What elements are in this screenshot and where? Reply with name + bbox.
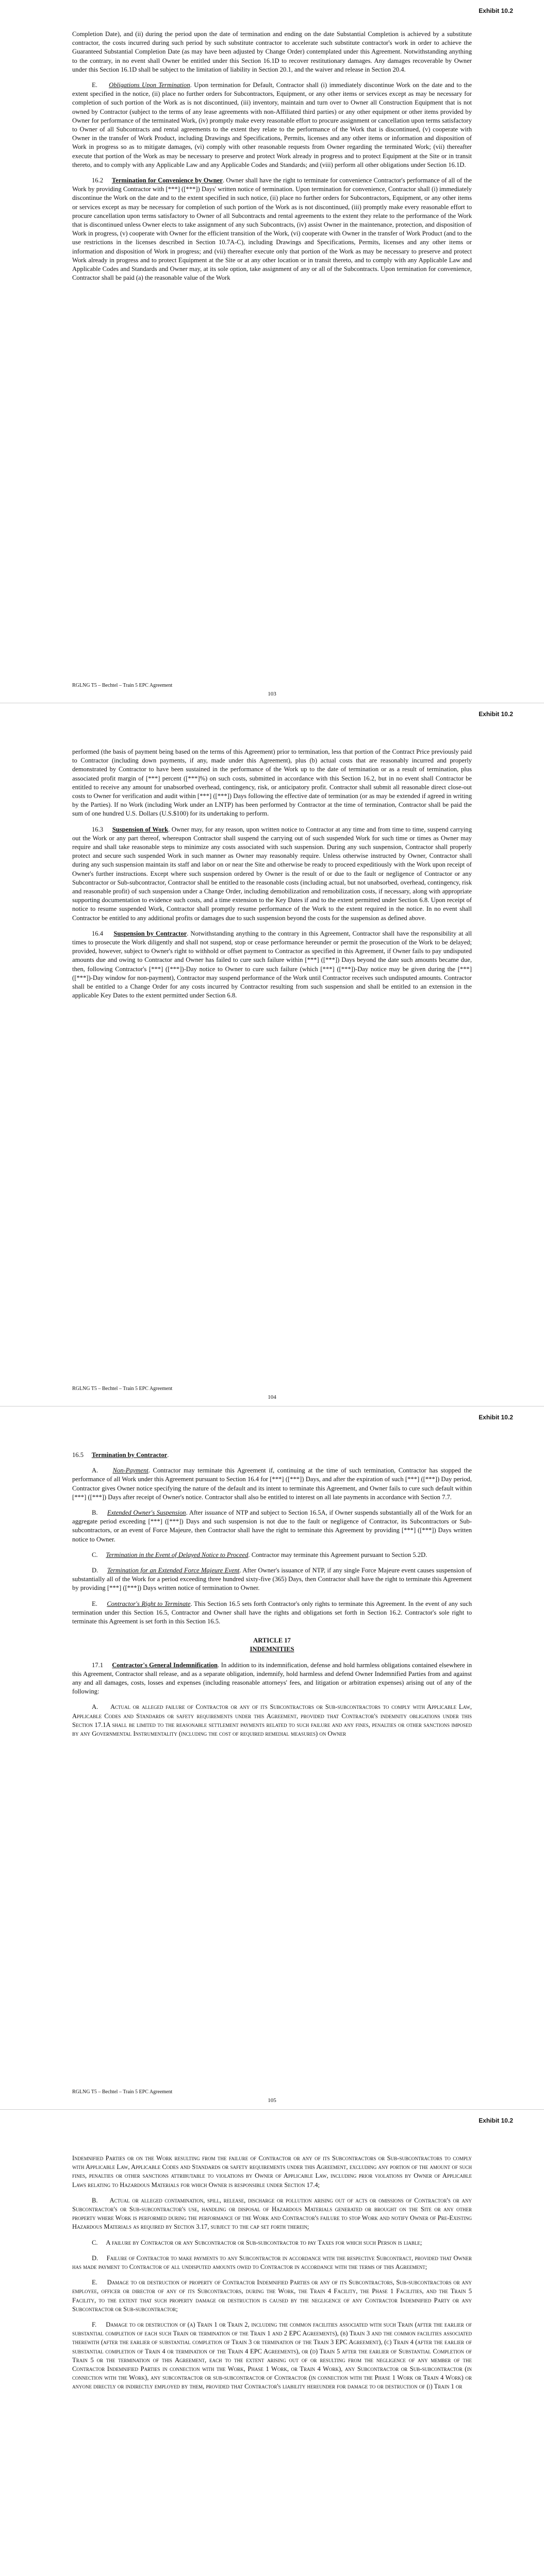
article-heading [72, 1636, 472, 1654]
page-body [72, 2154, 472, 2398]
section-text: Contractor may terminate this Agreement pursuant to Section 5.2D. [251, 1551, 427, 1558]
section-16-5-b: B. Extended Owner's Suspension. After issuance of NTP and subject to Section 16.5A, if Owner suspends substantially all of the Work for an aggregate period exceeding [***] ([***]) Days and such suspension is not due to the fault or negligence of Contractor, its Subcontractors or Sub-subcontractors, or an event of Force Majeure, then Contractor shall have the right to terminate this Agreement by providing [***] ([***]) Days written notice to Owner. [72, 1509, 472, 1543]
exhibit-label: Exhibit 10.2 [479, 710, 513, 718]
section-text: This Section 16.5 sets forth Contractor's only rights to terminate this Agreement. In the event of any such termination under this Section 16.5, Contractor and Owner shall have the rights and obligations set forth in Section 16.2. Contractor's sole right to terminate this Agreement is set forth in this Section 16.5. [72, 1600, 472, 1625]
section-label: B. [92, 2196, 98, 2204]
section-17-1-c [72, 2239, 472, 2247]
exhibit-label: Exhibit 10.2 [479, 2117, 513, 2124]
section-text: Failure of Contractor to make payments to any Subcontractor in accordance with the respective Subcontract, provided that Owner has made payment to Contractor of all undisputed amounts owed to Contractor in accordance with the terms of this Agreement; [72, 2254, 472, 2271]
page-103 [0, 0, 544, 703]
section-title: Contractor's General Indemnification [112, 1661, 218, 1669]
exhibit-label: Exhibit 10.2 [479, 1414, 513, 1421]
page-number: 105 [268, 2097, 276, 2104]
paragraph: Indemnified Parties or on the Work resulting from the failure of Contractor or any of its Subcontractors or Sub-subcontractors to comply with Applicable Law, Applicable Codes and Standards or safety requirements under this Agreement, excluding any portion of the amount of such fines, penalties or other sanctions attributable to violations by Owner of Applicable Law, including prior violations by Owner of Applicable Laws relating to Hazardous Materials for which Owner is responsible under Section 17.4; [72, 2155, 472, 2189]
section-17-1-a [72, 1703, 472, 1738]
section-title: Suspension of Work [112, 825, 169, 833]
section-16-2: 16.2 Termination for Convenience by Owner. Owner shall have the right to terminate for convenience Contractor's performance of all of the Work by providing Contractor with [***] ([***]) Days' written notice of termination. Upon termination for convenience, Contractor shall (i) immediately discontinue the Work on the date and to the extent specified in such notice, (ii) place no further orders for Subcontractors, Equipment, or any other items or services except as may be necessary for completion of such portion of the Work as is not discontinued, (iii) promptly make every reasonable effort to procure cancellation upon terms satisfactory to Owner of all Subcontracts and rental agreements to the extent they relate to the performance of the Work that is discontinued unless Owner elects to take assignment of any such Subcontracts, (iv) assist Owner in the maintenance, protection, and disposition of Work in progress, (v) cooperate with Owner for the efficient transition of the Work, (vi) cooperate with Owner in the transfer of Work Product (and to the use restrictions in the licenses described in Section 10.7A-C), including Drawings and Specifications, Permits, licenses and any other items or information and disposition of Work in progress; and (vii) thereafter execute only that portion of the Work as may be necessary to preserve and protect Work already in progress and to protect Equipment at the Site or at any other location or in transit thereto, and to comply with any Applicable Law and Applicable Codes and Standards and Owner may, at its sole option, take assignment of any or all of the Subcontracts. Upon termination for convenience, Contractor shall be paid (a) the reasonable value of the Work [72, 177, 472, 282]
section-label: 17.1 [92, 1661, 104, 1669]
section-title: Suspension by Contractor [113, 929, 187, 937]
section-17-1-e [72, 2278, 472, 2314]
section-label: D. [92, 1567, 98, 1574]
section-text: After Owner's issuance of NTP, if any single Force Majeure event causes suspension of substantially all of the Work for a period exceeding three hundred sixty-five (365) Days, then Contractor shall have the right to terminate this Agreement by providing [***] ([***]) Days written notice of termination to Owner. [72, 1567, 472, 1592]
page-body [72, 30, 472, 289]
section-label: E. [92, 81, 97, 89]
section-text: Notwithstanding anything to the contrary in this Agreement, Contractor shall have the responsibility at all times to prosecute the Work diligently and shall not suspend, stop or cease performance hereunder or permit the prosecution of the Work to be delayed; provided, however, subject to Owner's right to withhold or offset payment to Contractor as specified in this Agreement, if Owner fails to pay undisputed amounts due and owing to Contractor and Owner has failed to cure such failure within [***] ([***]) Days beyond the date such amounts became due, then, following Contractor's [***] ([***])-Day notice to Owner to cure such failure (which [***] ([***])-Day notice may be given during the [***] ([***])-Day window for non-payment), Contractor may suspend performance of the Work until Contractor receives such undisputed amounts. Contractor shall be entitled to a Change Order for any costs incurred by Contractor resulting from such suspension and shall be entitled to an extension in the applicable Key Dates to the extent permitted under Section 6.8. [72, 929, 472, 999]
section-17-1-b [72, 2196, 472, 2232]
page-104 [0, 703, 544, 1406]
section-text: Damage to or destruction of (a) Train 1 or Train 2, including the common facilities associated with such Train (after the earlier of substantial completion of each such Train or termination of the Train 1 and 2 EPC Agreements), (b) Train 3 and the common facilities associated therewith (after the earlier of substantial completion of Train 3 or termination of the Train 3 EPC Agreement), (c) Train 4 (after the earlier of substantial completion of Train 4 or termination of the Train 4 EPC Agreements), or (d) Train 5 after the earlier of Substantial Completion of Train 5 or the termination of this Agreement, each to the extent arising out of or resulting from the negligence of any member of the Contractor Indemnified Parties in connection with the Work, Phase 1 Work, or Train 4 Work), any Subcontractor or Sub-subcontractor (in connection with the Work), any subcontractor or sub-subcontractor of Contractor (in connection with the Phase 1 Work or Train 4 Work) or anyone directly or indirectly employed by them, provided that Contractor's liability hereunder for damage to or destruction of (i) Train 1 or [72, 2321, 472, 2391]
section-16-5-c: C. Termination in the Event of Delayed Notice to Proceed. Contractor may terminate this Agreement pursuant to Section 5.2D. [92, 1551, 427, 1558]
page-number: 103 [268, 691, 276, 697]
footer-doc-title: RGLNG T5 – Bechtel – Train 5 EPC Agreement [72, 683, 173, 688]
section-title: Obligations Upon Termination [109, 81, 190, 89]
section-16-3: 16.3 Suspension of Work. Owner may, for any reason, upon written notice to Contractor at any time and from time to time, suspend carrying out the Work or any part thereof, whereupon Contractor shall suspend the carrying out of such suspended Work for such time or times as Owner may require and shall take reasonable steps to minimize any costs associated with such suspension. During any such suspension, Contractor shall properly protect and secure such suspended Work in such manner as Owner may reasonably require. Unless otherwise instructed by Owner, Contractor shall during any such suspension maintain its staff and labor on or near the Site and otherwise be ready to proceed expeditiously with the Work upon receipt of Owner's further instructions. Except where such suspension ordered by Owner is the result of or due to the fault or negligence of Contractor or any Subcontractor or Sub-subcontractor, Contractor shall be entitled to the reasonable costs (including actual, but not unabsorbed, overhead, contingency, risk and reasonable profit) of such suspension under a Change Order, including demobilization and remobilization costs, if necessary, along with appropriate supporting documentation to evidence such costs, and a time extension to the Key Dates if and to the extent permitted under Section 6.8. Upon receipt of notice to resume suspended Work, Contractor shall promptly resume performance of the Work to the extent required in the notice. In no event shall Contractor be entitled to any additional profits or damages due to such suspension beyond the costs for the suspension as defined above. [72, 825, 472, 922]
page-body [72, 748, 472, 1007]
section-label: A. [92, 1703, 98, 1711]
section-label: E. [92, 1600, 97, 1607]
exhibit-label: Exhibit 10.2 [479, 7, 513, 14]
section-label: A. [92, 1467, 98, 1475]
section-16-5-a: A. Non-Payment. Contractor may terminate this Agreement if, continuing at the time of such termination, Contractor has stopped the performance of all Work under this Agreement pursuant to Section 16.4 for [***] ([***]) Days, and after the expiration of such [***] ([***]) Day period, Contractor gives Owner notice specifying the nature of the default and its intent to terminate this Agreement, and Owner fails to cure such default within [***] ([***]) Days after receipt of Owner's notice. Contractor shall also be entitled to interest on all late payments in accordance with Section 7.7. [72, 1467, 472, 1501]
article-title: INDEMNITIES [250, 1646, 294, 1653]
section-text: Upon termination for Default, Contractor shall (i) immediately discontinue Work on the date and to the extent specified in the notice, (ii) place no further orders for Subcontractors, Equipment, or any other items or services except as may be necessary for completion of such portion of the Work as is not discontinued, (iii) inventory, maintain and turn over to Owner all Construction Equipment that is not owned by Contractor (subject to the terms of any lease agreements with non-Affiliated third parties) or any other equipment or other items provided by Owner for performance of the terminated Work, (iv) promptly make every reasonable effort to procure assignment or cancellation upon terms satisfactory to Owner of all Subcontracts and rental agreements to the extent they relate to the performance of the Work that is discontinued, (v) cooperate with Owner in the transfer of Work Product, including Drawings and Specifications, Permits, licenses and any other items or information and disposition of Work in progress so as to mitigate damages, (vi) comply with other reasonable requests from Owner regarding the terminated Work; (vii) thereafter execute that portion of the Work as may be necessary to preserve and protect Work already in progress and to protect Equipment at the Site or in transit thereto, and to comply with any Applicable Law and any Applicable Codes and Standards; and (viii) perform all other obligations under Section 16.1D. [72, 81, 472, 168]
section-16-1-e: E. Obligations Upon Termination. Upon termination for Default, Contractor shall (i) immediately discontinue Work on the date and to the extent specified in the notice, (ii) place no further orders for Subcontractors, Equipment, or any other items or services except as may be necessary for completion of such portion of the Work as is not discontinued, (iii) inventory, maintain and turn over to Owner all Construction Equipment that is not owned by Contractor (subject to the terms of any lease agreements with non-Affiliated third parties) or any other equipment or other items provided by Owner for performance of the terminated Work, (iv) promptly make every reasonable effort to procure assignment or cancellation upon terms satisfactory to Owner of all Subcontracts and rental agreements to the extent they relate to the performance of the Work that is discontinued, (v) cooperate with Owner in the transfer of Work Product, including Drawings and Specifications, Permits, licenses and any other items or information and disposition of Work in progress so as to mitigate damages, (vi) comply with other reasonable requests from Owner regarding the terminated Work; (vii) thereafter execute that portion of the Work as may be necessary to preserve and protect Work already in progress and to protect Equipment at the Site or in transit thereto, and to comply with any Applicable Law and any Applicable Codes and Standards; and (viii) perform all other obligations under Section 16.1D. [72, 81, 472, 168]
section-title: Termination in the Event of Delayed Notice to Proceed [106, 1551, 249, 1558]
section-16-5-e: E. Contractor's Right to Terminate. This Section 16.5 sets forth Contractor's only rights to terminate this Agreement. In the event of any such termination under this Section 16.5, Contractor and Owner shall have the rights and obligations set forth in Section 16.2. Contractor's sole right to terminate this Agreement is set forth in this Section 16.5. [72, 1600, 472, 1625]
section-17-1-d [72, 2254, 472, 2272]
section-16-5: 16.5 Termination by Contractor. [72, 1451, 169, 1459]
section-text: Contractor may terminate this Agreement if, continuing at the time of such termination, Contractor has stopped the performance of all Work under this Agreement pursuant to Section 16.4 for [***] ([***]) Days, and after the expiration of such [***] ([***]) Day period, Contractor gives Owner notice specifying the nature of the default and its intent to terminate this Agreement, and Owner fails to cure such default within [***] ([***]) Days after receipt of Owner's notice. Contractor shall also be entitled to interest on all late payments in accordance with Section 7.7. [72, 1467, 472, 1501]
section-title: Termination for an Extended Force Majeure Event [107, 1567, 240, 1574]
section-title: Non-Payment [112, 1467, 149, 1475]
section-text: Actual or alleged contamination, spill, release, discharge or pollution arising out of acts or omissions of Contractor's or any Subcontractor's or Sub-subcontractor's use, handling or disposal of Hazardous Materials generated or brought on the Site or any other property where Work is performed during the performance of the Work and Contractor's failure to stop Work and notify Owner of Pre-Existing Hazardous Materials as required by Section 3.17, subject to the cap set forth therein; [72, 2196, 472, 2231]
section-label: F. [92, 2321, 97, 2329]
section-label: 16.2 [92, 177, 104, 184]
section-label: B. [92, 1509, 98, 1517]
section-text: In addition to its indemnification, defense and hold harmless obligations contained elsewhere in this Agreement, Contractor shall release, and as a separate obligation, indemnify, hold harmless and defend Owner Indemnified Parties from and against any and all damages, costs, losses and expenses (including reasonable attorneys' fees, and litigation or arbitration expenses) arising out of any of the following: [72, 1661, 472, 1696]
section-label: 16.5 [72, 1451, 84, 1459]
page-105 [0, 1406, 544, 2110]
section-label: C. [92, 1551, 98, 1558]
paragraph: Completion Date), and (ii) during the period upon the date of termination and ending on the date Substantial Completion is achieved by a substitute contractor, the costs incurred during such period by such substitute contractor to accelerate such substitute contractor's work in order to achieve the Guaranteed Substantial Completion Date (as may have been adjusted by Change Order) contemplated under this Agreement. Notwithstanding anything to the contrary, in no event shall Owner be entitled under this Section 16.1D to recover restitutionary damages. Any damages recoverable by Owner under this Section 16.1D shall be subject to the limitation of liability in Section 20.1, and the waiver and release in Section 20.4. [72, 30, 472, 73]
section-label: 16.3 [92, 825, 104, 833]
section-title: Extended Owner's Suspension [107, 1509, 186, 1517]
section-text: A failure by Contractor or any Subcontractor or Sub-subcontractor to pay Taxes for which such Person is liable; [106, 2239, 422, 2246]
section-title: Termination for Convenience by Owner [111, 177, 223, 184]
section-text: Actual or alleged failure of Contractor or any of its Subcontractors or Sub-subcontractors to comply with Applicable Law, Applicable Codes and Standards or safety requirements under this Agreement, provided that Contractor's indemnity obligations under this Section 17.1A shall be limited to the reasonable settlement payments related to such failure and any fines, penalties or other sanctions imposed by any Governmental Instrumentality (including the cost of required remedial measures) on Owner [72, 1703, 472, 1738]
footer-doc-title: RGLNG T5 – Bechtel – Train 5 EPC Agreement [72, 1386, 173, 1392]
footer-doc-title: RGLNG T5 – Bechtel – Train 5 EPC Agreement [72, 2089, 173, 2095]
section-label: C. [92, 2239, 98, 2246]
section-17-1-f [72, 2320, 472, 2392]
paragraph: performed (the basis of payment being based on the terms of this Agreement) prior to termination, less that portion of the Contract Price previously paid to Contractor (including down payments, if any, made under this Agreement), plus (b) actual costs that are reasonably incurred and properly demonstrated by Contractor to have been sustained in the performance of the Work up to the date of termination or as a result of termination, plus associated profit margin of [***] percent ([***]%) on such costs, submitted in accordance with this Section 16.2, but in no event shall Contractor be entitled to receive any amount for unabsorbed overhead, contingency, risk, or anticipatory profit. Contractor shall submit all reasonable direct close-out costs to Owner for verification and audit within [***] ([***]) Days following the effective date of termination (or as may be extended if agreed in writing by the Parties). If no Work (including Work under an LNTP) has been performed by Contractor at the time of termination, Contractor shall be paid the sum of one hundred U.S. Dollars (U.S.$100) for its undertaking to perform. [72, 748, 472, 818]
section-text: Damage to or destruction of property of Contractor Indemnified Parties or any of its Subcontractors, Sub-subcontractors or any employee, officer or director of any of its Subcontractors, during the Work, the Train 4 Facility, the Phase 1 Facilities, and the Train 5 Facility, to the extent that such property damage or destruction is caused by the negligence of any Contractor Indemnified Party or any Subcontractor or Sub-subcontractor; [72, 2279, 472, 2313]
section-label: 16.4 [92, 929, 104, 937]
article-number: ARTICLE 17 [253, 1637, 291, 1645]
section-label: D. [92, 2254, 98, 2262]
section-text: Owner may, for any reason, upon written notice to Contractor at any time and from time to time, suspend carrying out the Work or any part thereof, whereupon Contractor shall suspend the carrying out of such suspended Work for such time or times as Owner may require and shall take reasonable steps to minimize any costs associated with such suspension. During any such suspension, Contractor shall properly protect and secure such suspended Work in such manner as Owner may reasonably require. Unless otherwise instructed by Owner, Contractor shall during any such suspension maintain its staff and labor on or near the Site and otherwise be ready to proceed expeditiously with the Work upon receipt of Owner's further instructions. Except where such suspension ordered by Owner is the result of or due to the fault or negligence of Contractor or any Subcontractor or Sub-subcontractor, Contractor shall be entitled to the reasonable costs (including actual, but not unabsorbed, overhead, contingency, risk and reasonable profit) of such suspension under a Change Order, including demobilization and remobilization costs, if necessary, along with appropriate supporting documentation to evidence such costs, and a time extension to the Key Dates if and to the extent permitted under Section 6.8. Upon receipt of notice to resume suspended Work, Contractor shall promptly resume performance of the Work to the extent required in the notice. In no event shall Contractor be entitled to any additional profits or damages due to such suspension beyond the costs for the suspension as defined above. [72, 825, 472, 922]
section-text: Owner shall have the right to terminate for convenience Contractor's performance of all of the Work by providing Contractor with [***] ([***]) Days' written notice of termination. Upon termination for convenience, Contractor shall (i) immediately discontinue the Work on the date and to the extent specified in such notice, (ii) place no further orders for Subcontractors, Equipment, or any other items or services except as may be necessary for completion of such portion of the Work as is not discontinued, (iii) promptly make every reasonable effort to procure cancellation upon terms satisfactory to Owner of all Subcontracts and rental agreements to the extent they relate to the performance of the Work that is discontinued unless Owner elects to take assignment of any such Subcontracts, (iv) assist Owner in the maintenance, protection, and disposition of Work in progress, (v) cooperate with Owner for the efficient transition of the Work, (vi) cooperate with Owner in the transfer of Work Product (and to the use restrictions in the licenses described in Section 10.7A-C), including Drawings and Specifications, Permits, licenses and any other items or information and disposition of Work in progress; and (vii) thereafter execute only that portion of the Work as may be necessary to preserve and protect Work already in progress and to protect Equipment at the Site or at any other location or in transit thereto, and to comply with any Applicable Law and Applicable Codes and Standards and Owner may, at its sole option, take assignment of any or all of the Subcontracts. Upon termination for convenience, Contractor shall be paid (a) the reasonable value of the Work [72, 177, 472, 282]
page-number: 104 [268, 1394, 276, 1400]
page-body [72, 1451, 472, 1745]
section-16-4: 16.4 Suspension by Contractor. Notwithstanding anything to the contrary in this Agreement, Contractor shall have the responsibility at all times to prosecute the Work diligently and shall not suspend, stop or cease performance hereunder or permit the prosecution of the Work to be delayed; provided, however, subject to Owner's right to withhold or offset payment to Contractor as specified in this Agreement, if Owner fails to pay undisputed amounts due and owing to Contractor and Owner has failed to cure such failure within [***] ([***]) Days beyond the date such amounts became due, then, following Contractor's [***] ([***])-Day notice to Owner to cure such failure (which [***] ([***])-Day notice may be given during the [***] ([***])-Day window for non-payment), Contractor may suspend performance of the Work until Contractor receives such undisputed amounts. Contractor shall be entitled to a Change Order for any costs incurred by Contractor resulting from such suspension and shall be entitled to an extension in the applicable Key Dates to the extent permitted under Section 6.8. [72, 929, 472, 999]
section-title: Contractor's Right to Terminate [107, 1600, 191, 1607]
section-17-1: 17.1 Contractor's General Indemnification. In addition to its indemnification, defense and hold harmless obligations contained elsewhere in this Agreement, Contractor shall release, and as a separate obligation, indemnify, hold harmless and defend Owner Indemnified Parties from and against any and all damages, costs, losses and expenses (including reasonable attorneys' fees, and litigation or arbitration expenses) arising out of any of the following: [72, 1661, 472, 1696]
section-label: E. [92, 2279, 97, 2286]
page-106 [0, 2110, 544, 2576]
section-title: Termination by Contractor [91, 1451, 168, 1459]
section-16-5-d: D. Termination for an Extended Force Majeure Event. After Owner's issuance of NTP, if any single Force Majeure event causes suspension of substantially all of the Work for a period exceeding three hundred sixty-five (365) Days, then Contractor shall have the right to terminate this Agreement by providing [***] ([***]) Days written notice of termination to Owner. [72, 1567, 472, 1592]
section-text: After issuance of NTP and subject to Section 16.5A, if Owner suspends substantially all of the Work for an aggregate period exceeding [***] ([***]) Days and such suspension is not due to the fault or negligence of Contractor, its Subcontractors or Sub-subcontractors, or an event of Force Majeure, then Contractor shall have the right to terminate this Agreement by providing [***] ([***]) Days written notice to Owner. [72, 1509, 472, 1543]
